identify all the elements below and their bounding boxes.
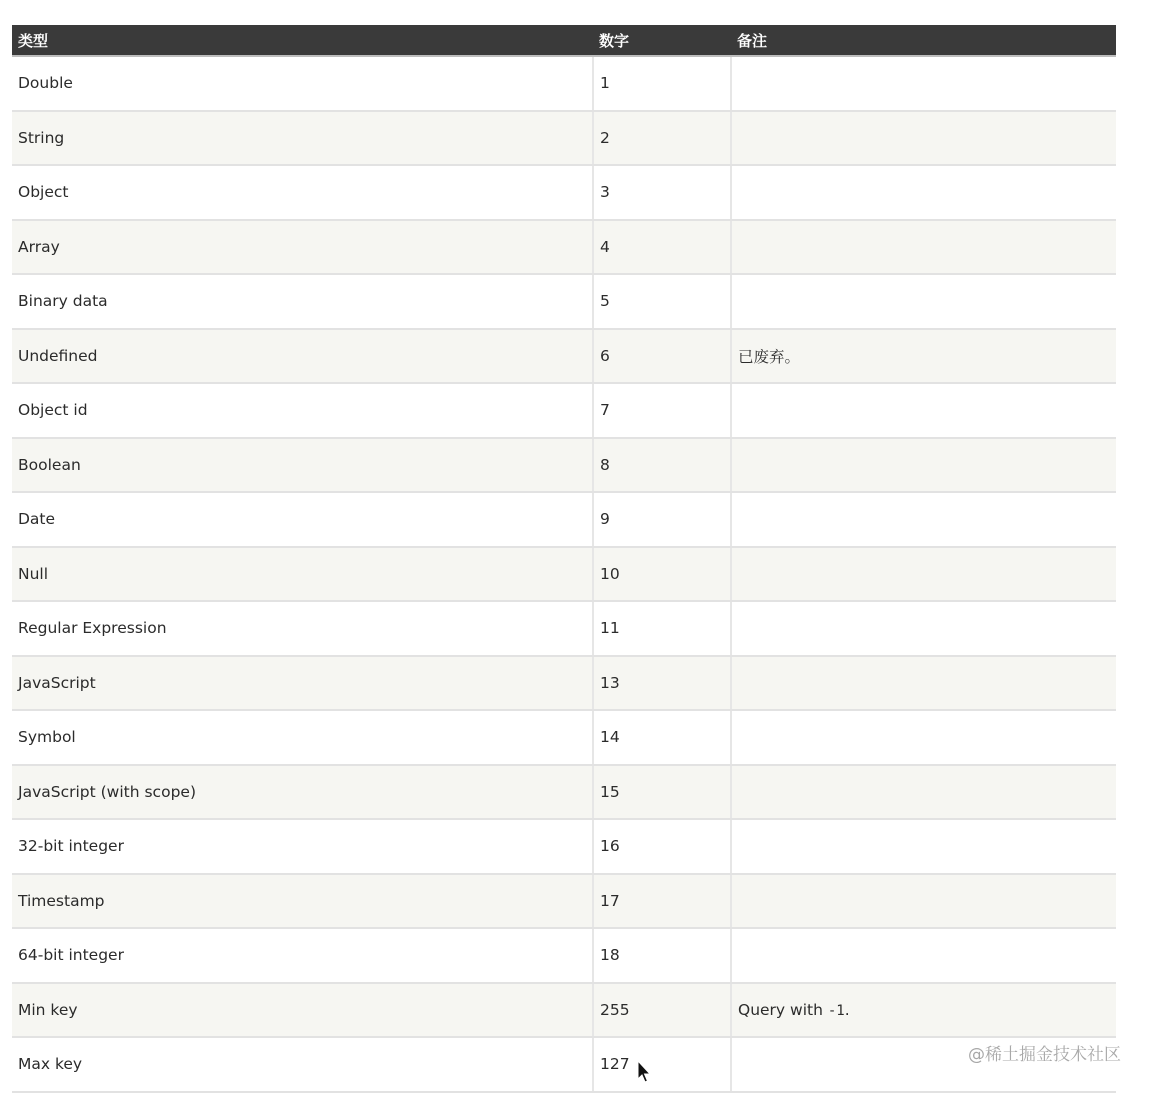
cell-number: 15 [593, 765, 731, 820]
table-body [12, 56, 1116, 1092]
header-note: 备注 [731, 25, 1116, 56]
table-row [12, 819, 1116, 874]
table-header-row [12, 25, 1116, 56]
cell-type: Boolean [12, 438, 593, 493]
table-row [12, 220, 1116, 275]
cell-note [731, 56, 1116, 111]
cell-number: 3 [593, 165, 731, 220]
cell-number: 13 [593, 656, 731, 711]
cell-number: 5 [593, 274, 731, 329]
cell-note [731, 438, 1116, 493]
cell-number: 16 [593, 819, 731, 874]
note-suffix: . [844, 1000, 850, 1019]
cell-note [731, 983, 1116, 1038]
cell-note [731, 547, 1116, 602]
bson-type-table [12, 25, 1116, 1093]
table-row [12, 111, 1116, 166]
table-row [12, 710, 1116, 765]
cell-note [731, 165, 1116, 220]
table-row [12, 274, 1116, 329]
cell-type: String [12, 111, 593, 166]
cell-type: JavaScript (with scope) [12, 765, 593, 820]
cell-number: 2 [593, 111, 731, 166]
cell-number: 8 [593, 438, 731, 493]
cell-type: 64-bit integer [12, 928, 593, 983]
cell-number: 255 [593, 983, 731, 1038]
cell-type: Double [12, 56, 593, 111]
cell-type: Date [12, 492, 593, 547]
cell-note [731, 819, 1116, 874]
cell-note [731, 710, 1116, 765]
cell-type: Symbol [12, 710, 593, 765]
cell-note [731, 601, 1116, 656]
cell-note [731, 765, 1116, 820]
cell-type: Object [12, 165, 593, 220]
cell-note [731, 874, 1116, 929]
cell-type: 32-bit integer [12, 819, 593, 874]
cell-number: 9 [593, 492, 731, 547]
cell-number: 7 [593, 383, 731, 438]
cell-number: 10 [593, 547, 731, 602]
cell-type: Binary data [12, 274, 593, 329]
cell-number: 127 [593, 1037, 731, 1092]
cell-type: Null [12, 547, 593, 602]
cell-number: 18 [593, 928, 731, 983]
table-row [12, 1037, 1116, 1092]
table-row [12, 601, 1116, 656]
cell-note [731, 383, 1116, 438]
header-type: 类型 [12, 25, 593, 56]
table-row [12, 383, 1116, 438]
cell-type: Undefined [12, 329, 593, 384]
cell-type: Min key [12, 983, 593, 1038]
cell-type: Regular Expression [12, 601, 593, 656]
note-text: Query with [738, 1000, 823, 1019]
cell-note [731, 220, 1116, 275]
cell-type: JavaScript [12, 656, 593, 711]
cell-note [731, 111, 1116, 166]
cell-number: 6 [593, 329, 731, 384]
table-row [12, 928, 1116, 983]
cell-note [731, 928, 1116, 983]
table-row [12, 656, 1116, 711]
note-code: -1 [827, 1002, 845, 1019]
cell-note [731, 274, 1116, 329]
cell-number: 11 [593, 601, 731, 656]
cell-type: Array [12, 220, 593, 275]
table-row [12, 492, 1116, 547]
table-row [12, 329, 1116, 384]
table-row [12, 165, 1116, 220]
table-row [12, 874, 1116, 929]
table-row [12, 983, 1116, 1038]
cell-note: 已废弃。 [731, 329, 1116, 384]
cell-number: 1 [593, 56, 731, 111]
table-row [12, 438, 1116, 493]
watermark-text: @稀土掘金技术社区 [968, 1045, 1121, 1065]
table-row [12, 765, 1116, 820]
cell-type: Timestamp [12, 874, 593, 929]
cell-number: 14 [593, 710, 731, 765]
cell-number: 17 [593, 874, 731, 929]
table-row [12, 56, 1116, 111]
header-number: 数字 [593, 25, 731, 56]
data-type-table-container [12, 25, 1116, 1093]
cell-type: Object id [12, 383, 593, 438]
cell-note [731, 492, 1116, 547]
cell-note [731, 656, 1116, 711]
cell-number: 4 [593, 220, 731, 275]
cell-type: Max key [12, 1037, 593, 1092]
table-row [12, 547, 1116, 602]
mouse-pointer-icon [637, 1060, 651, 1084]
